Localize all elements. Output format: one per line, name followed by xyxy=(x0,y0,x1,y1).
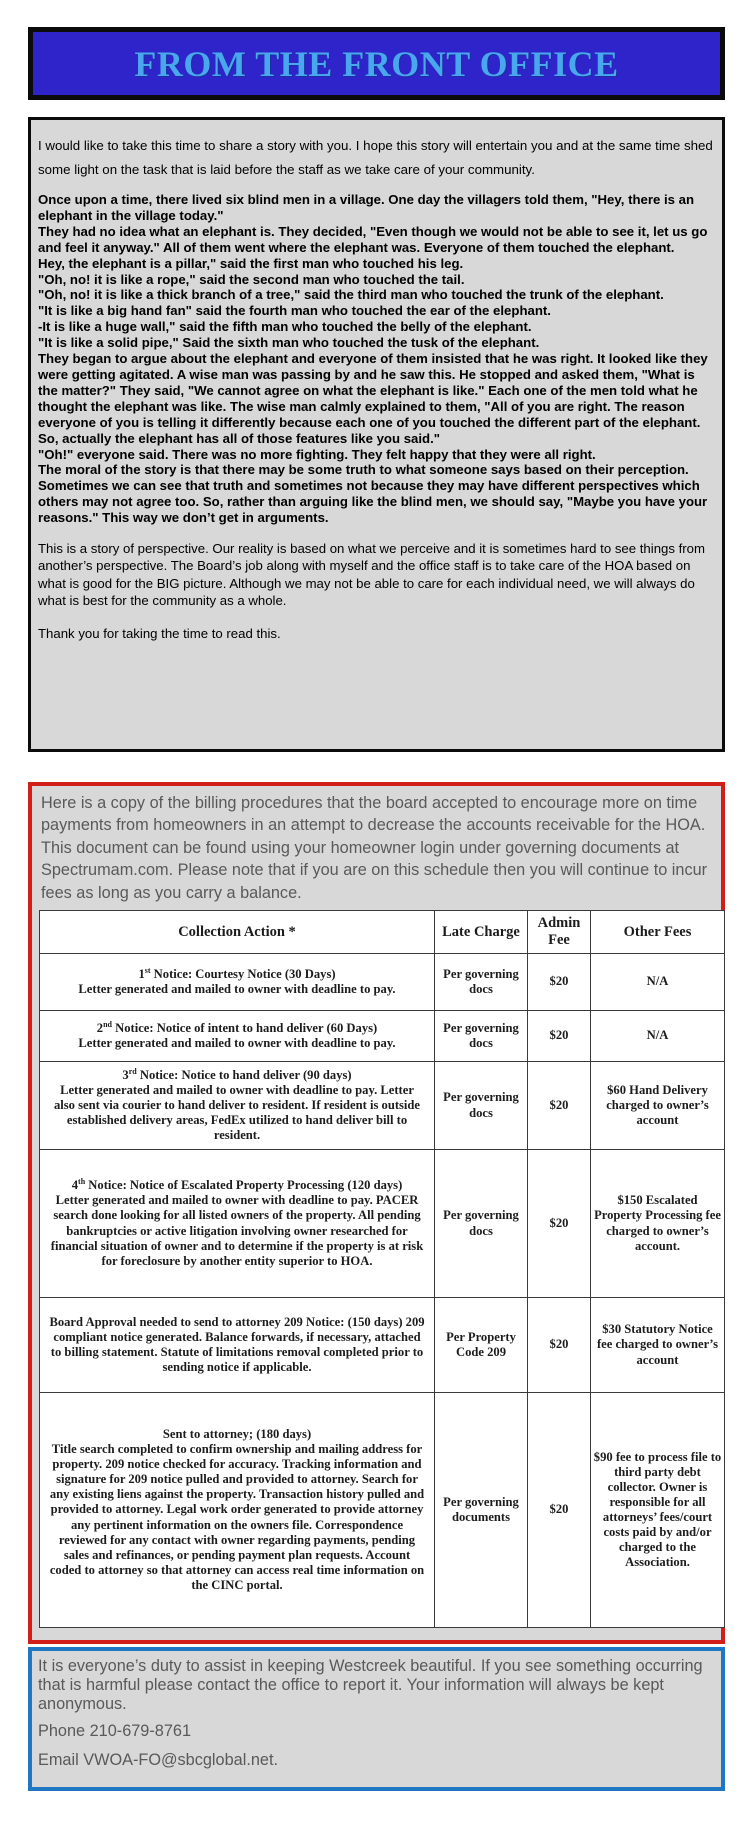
notice-suffix: nd xyxy=(103,1019,112,1029)
notice-suffix: st xyxy=(144,965,151,975)
header-collection-action: Collection Action * xyxy=(40,911,435,954)
story-perspective: This is a story of perspective. Our reality is based on what we perceive and it is sometimes hard to see things from another’s perspective. The Board’s job along with myself and the office staff is to take care of the HOA based on what is good for the BIG picture. Although we may not be able to care for each individual need, we will always do what is best for the community as a whole. xyxy=(38,541,705,608)
notice-title: Sent to attorney; (180 days) xyxy=(162,1427,312,1442)
tale-line: -It is like a huge wall," said the fifth man who touched the belly of the elephant. xyxy=(38,319,532,335)
late-charge-cell: Per governing documents xyxy=(435,1393,528,1628)
table-row xyxy=(40,1393,725,1628)
banner-title: FROM THE FRONT OFFICE xyxy=(134,43,619,84)
header-other-fees: Other Fees xyxy=(591,911,725,954)
late-charge-cell: Per governing docs xyxy=(435,1150,528,1298)
header-late-charge: Late Charge xyxy=(435,911,528,954)
notice-suffix: rd xyxy=(128,1066,137,1076)
notice-title: Notice: Notice of Escalated Property Processing (120 days) xyxy=(85,1178,403,1193)
contact-phone: Phone 210-679-8761 xyxy=(38,1722,191,1740)
table-row xyxy=(40,954,725,1011)
tale-line: "Oh!" everyone said. There was no more fighting. They felt happy that they were all right. xyxy=(38,446,596,462)
tale-line: The moral of the story is that there may be some truth to what someone says based on their perception. Sometimes we can see that truth and sometimes not because they may have different perspectives which others may not agree too. So, rather than arguing like the blind men, we should say, "Maybe you have your reasons." This way we don’t get in arguments. xyxy=(38,462,708,526)
collection-action-cell xyxy=(40,1011,435,1062)
admin-fee-cell: $20 xyxy=(528,1011,591,1062)
story-box xyxy=(28,117,725,752)
admin-fee-cell: $20 xyxy=(528,1298,591,1393)
contact-message: It is everyone’s duty to assist in keeping Westcreek beautiful. If you see something occurring that is harmful please contact the office to report it. Your information will always be kept anonymous. xyxy=(38,1657,703,1713)
late-charge-cell: Per Property Code 209 xyxy=(435,1298,528,1393)
billing-intro: Here is a copy of the billing procedures that the board accepted to encourage more on time payments from homeowners in an attempt to decrease the accounts receivable for the HOA. This document can be found using your homeowner login under governing documents at Spectrumam.com. Please note that if you are on this schedule then you will continue to incur fees as long as you carry a balance. xyxy=(41,794,708,902)
notice-number: 4 xyxy=(71,1178,79,1193)
story-thanks: Thank you for taking the time to read this. xyxy=(38,626,281,642)
collection-action-cell xyxy=(40,1298,435,1393)
other-fees-cell: $30 Statutory Notice fee charged to owner’s account xyxy=(591,1298,725,1393)
notice-body: Letter generated and mailed to owner with deadline to pay. PACER search done looking for all listed owners of the property. All pending bankruptcies or active litigation involving owner researched for financial situation of owner and to determine if the property is at risk for foreclosure by another entity superior to HOA. xyxy=(50,1193,424,1268)
table-row xyxy=(40,1011,725,1062)
admin-fee-cell: $20 xyxy=(528,1062,591,1150)
admin-fee-cell: $20 xyxy=(528,954,591,1011)
tale-line: "It is like a big hand fan" said the fourth man who touched the ear of the elephant. xyxy=(38,303,551,319)
collection-table xyxy=(39,910,725,1628)
story-intro: I would like to take this time to share a story with you. I hope this story will entertain you and at the same time shed some light on the task that is laid before the staff as we take care of your community. xyxy=(38,138,713,177)
tale-line: "Oh, no! it is like a rope," said the second man who touched the tail. xyxy=(38,271,465,287)
admin-fee-cell: $20 xyxy=(528,1150,591,1298)
notice-body: Letter generated and mailed to owner with deadline to pay. Letter also sent via courier to hand deliver to resident. If resident is outside established delivery areas, FedEx utilized to hand deliver bill to resident. xyxy=(53,1082,421,1143)
contact-box xyxy=(28,1647,725,1791)
collection-action-cell xyxy=(40,1393,435,1628)
elephant-tale xyxy=(38,192,715,526)
notice-number: 1 xyxy=(138,966,145,981)
other-fees-cell: $150 Escalated Property Processing fee charged to owner’s account. xyxy=(591,1150,725,1298)
tale-line: Once upon a time, there lived six blind men in a village. One day the villagers told them, "Hey, there is an elephant in the village today." xyxy=(38,192,695,223)
other-fees-cell: N/A xyxy=(591,1011,725,1062)
notice-title: Notice: Notice of intent to hand deliver (60 Days) xyxy=(111,1020,378,1035)
table-row xyxy=(40,1150,725,1298)
notice-body: Letter generated and mailed to owner with deadline to pay. xyxy=(78,1036,396,1051)
tale-line: "It is like a solid pipe," Said the sixth man who touched the tusk of the elephant. xyxy=(38,335,540,351)
notice-title: Notice: Notice to hand deliver (90 days) xyxy=(136,1067,352,1082)
tale-line: "Oh, no! it is like a thick branch of a tree," said the third man who touched the trunk of the elephant. xyxy=(38,287,664,303)
late-charge-cell: Per governing docs xyxy=(435,1011,528,1062)
notice-body: Title search completed to confirm ownership and mailing address for property. 209 notice checked for accuracy. Tracking information and signature for 209 notice pulled and provided to attorney. Search for any existing liens against the property. Transaction history pulled and provided to attorney. Legal work order generated to provide attorney any pertinent information on the owners file. Correspondence reviewed for any contact with owner regarding payments, pending sales and refinances, or pending payment plan requests. Account coded to attorney so that attorney can access real time information on the CINC portal. xyxy=(49,1442,425,1592)
late-charge-cell: Per governing docs xyxy=(435,1062,528,1150)
tale-line: They began to argue about the elephant and everyone of them insisted that he was right. It looked like they were getting agitated. A wise man was passing by and he saw this. He stopped and asked them, "What is the matter?" They said, "We cannot agree on what the elephant is like." Each one of the men told what he thought the elephant was like. The wise man calmly explained to them, "All of you are right. The reason everyone of you is telling it differently because each one of you touched the different part of the elephant. So, actually the elephant has all of those features like you said." xyxy=(38,351,708,446)
collection-action-cell xyxy=(40,1150,435,1298)
header-admin-fee: Admin Fee xyxy=(528,911,591,954)
notice-number: 3 xyxy=(122,1067,129,1082)
notice-body: Letter generated and mailed to owner with deadline to pay. xyxy=(78,982,396,997)
other-fees-cell: $60 Hand Delivery charged to owner’s account xyxy=(591,1062,725,1150)
billing-box xyxy=(28,782,725,1644)
notice-number: 2 xyxy=(96,1020,104,1035)
table-row xyxy=(40,1298,725,1393)
collection-action-cell xyxy=(40,954,435,1011)
other-fees-cell: $90 fee to process file to third party debt collector. Owner is responsible for all attorneys’ fees/court costs paid by and/or charged to the Association. xyxy=(591,1393,725,1628)
front-office-banner xyxy=(28,27,725,100)
other-fees-cell: N/A xyxy=(591,954,725,1011)
admin-fee-cell: $20 xyxy=(528,1393,591,1628)
late-charge-cell: Per governing docs xyxy=(435,954,528,1011)
notice-suffix: th xyxy=(78,1177,86,1187)
tale-line: Hey, the elephant is a pillar," said the first man who touched his leg. xyxy=(38,255,464,271)
notice-title: Notice: Courtesy Notice (30 Days) xyxy=(150,966,336,981)
table-row xyxy=(40,1062,725,1150)
notice-title: Board Approval needed to send to attorney 209 Notice: (150 days) 209 compliant notice generated. Balance forwards, if necessary, attached to billing statement. Statute of limitations removal completed prior to sending notice if applicable. xyxy=(49,1314,425,1375)
tale-line: They had no idea what an elephant is. They decided, "Even though we would not be able to see it, let us go and feel it anyway." All of them went where the elephant was. Everyone of them touched the elephant. xyxy=(38,223,708,255)
collection-action-cell xyxy=(40,1062,435,1150)
contact-email: Email VWOA-FO@sbcglobal.net. xyxy=(38,1751,279,1769)
